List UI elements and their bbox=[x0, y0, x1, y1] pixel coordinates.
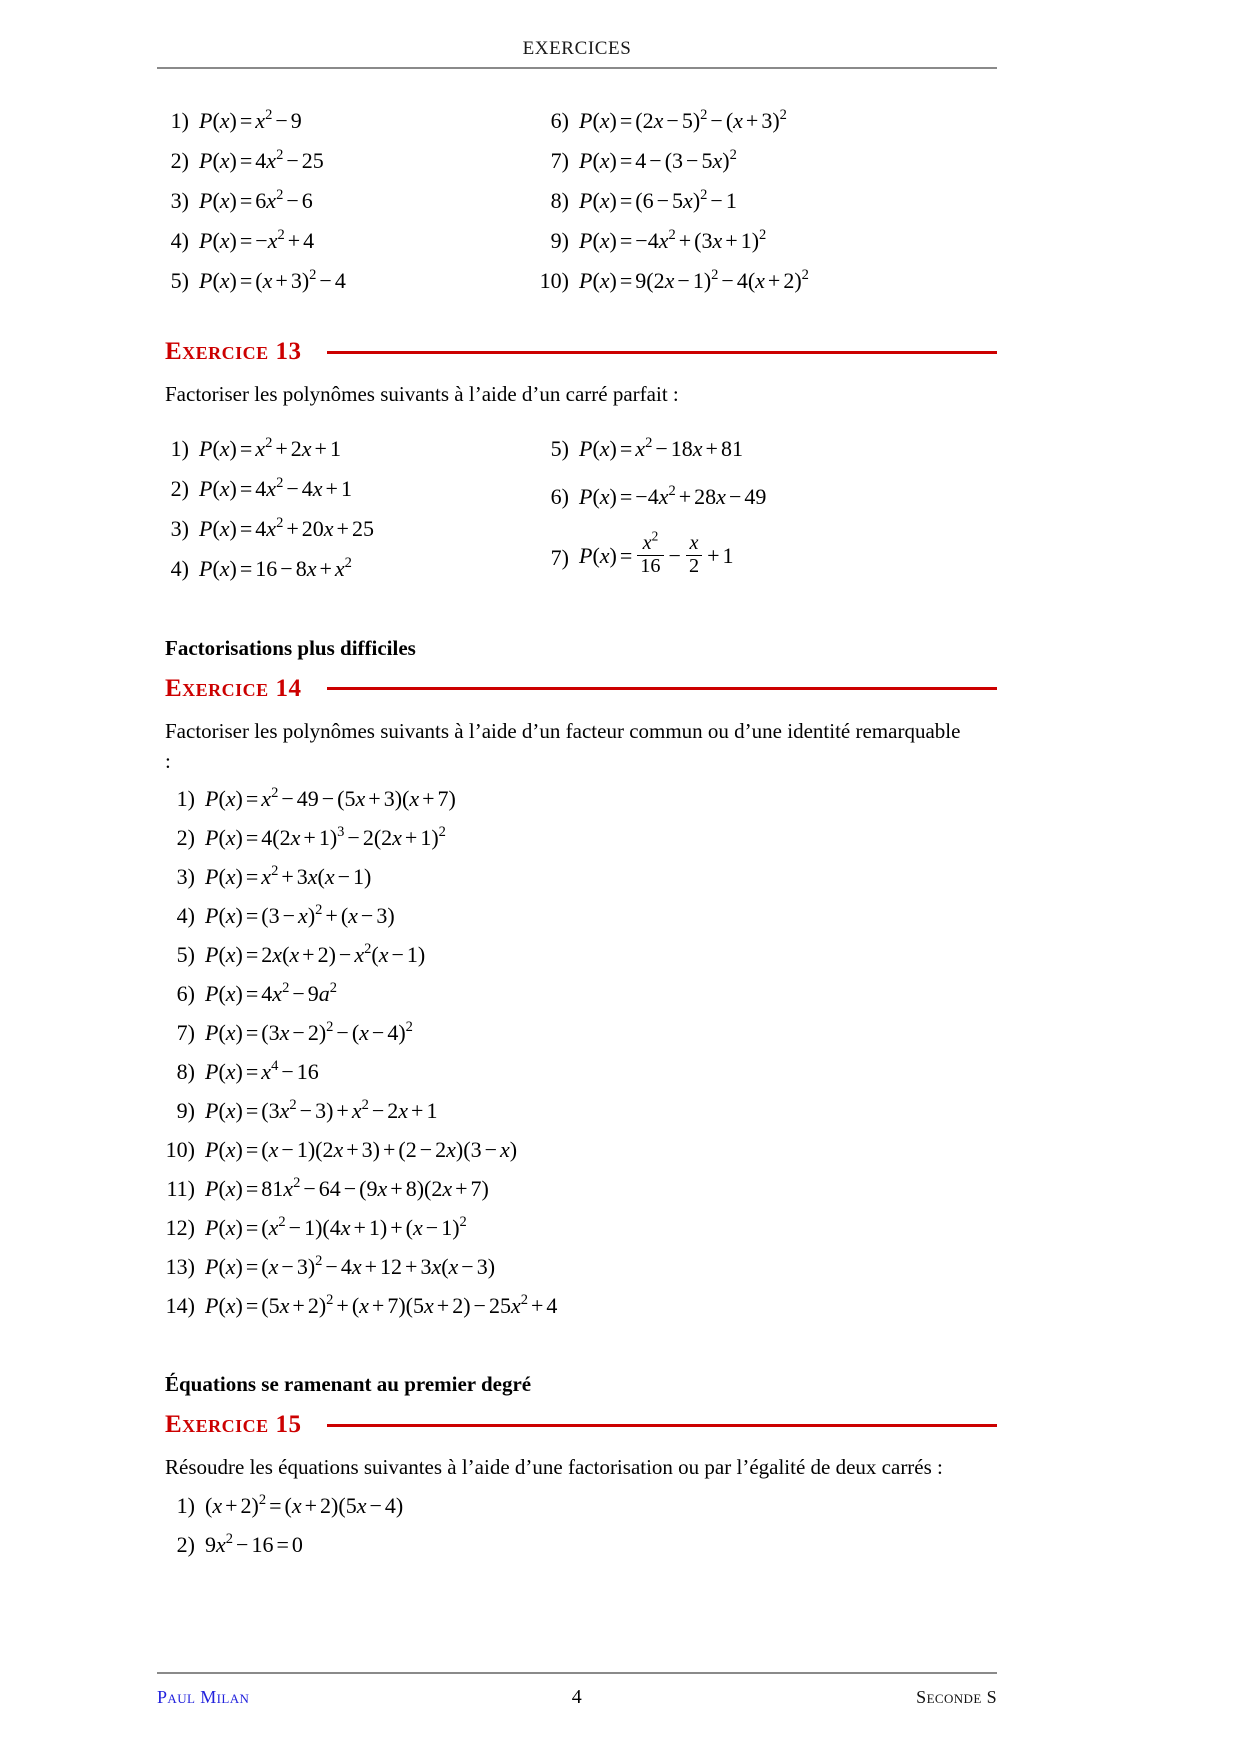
exercise-14-items bbox=[157, 786, 997, 1319]
item-number: 1) bbox=[170, 108, 189, 133]
list-item bbox=[157, 436, 537, 462]
footer-author: Paul Milan bbox=[157, 1686, 250, 1707]
footer-page-number: 4 bbox=[571, 1685, 583, 1708]
item-number: 14) bbox=[165, 1293, 195, 1319]
column-left bbox=[157, 108, 537, 308]
column-right bbox=[537, 108, 997, 308]
item-expression: $P(x) = (x^2 - 1)(4x + 1) + (x - 1)^2$ bbox=[205, 1214, 467, 1241]
item-expression-fraction: P(x) = $\frac{x^2}{16}$ − $\frac{x}{2}$ + 1 bbox=[579, 529, 734, 577]
list-item bbox=[157, 1176, 997, 1202]
item-expression: $P(x) = 4x^2 + 20x + 25$ bbox=[199, 514, 374, 541]
item-expression: $P(x) = 2x(x + 2) - x^2(x - 1)$ bbox=[205, 941, 426, 968]
section-title-factorisations: Factorisations plus difficiles bbox=[165, 635, 416, 660]
item-number: 5) bbox=[176, 942, 195, 968]
list-item bbox=[157, 1215, 997, 1241]
item-number: 1) bbox=[176, 786, 195, 812]
page-footer bbox=[157, 1672, 997, 1709]
list-item bbox=[157, 476, 537, 502]
list-item bbox=[537, 188, 997, 214]
list-item bbox=[157, 188, 537, 214]
list-item bbox=[157, 1098, 997, 1124]
list-item bbox=[157, 228, 537, 254]
exercise-15-heading bbox=[157, 1411, 997, 1439]
fraction-x2-over-16: $\frac{x^2}{16}$ bbox=[637, 533, 663, 576]
item-number: 3) bbox=[170, 515, 189, 541]
list-item bbox=[157, 556, 537, 582]
item-number: 5) bbox=[550, 435, 569, 461]
item-expression: $P(x) = x^2 - 49 - (5x + 3)(x + 7)$ bbox=[205, 785, 456, 812]
exercise-15-instruction: Résoudre les équations suivantes à l’aide d’une factorisation ou par l’égalité de deux carrés : bbox=[165, 1455, 943, 1480]
item-number: 2) bbox=[170, 475, 189, 501]
item-number: 6) bbox=[550, 483, 569, 509]
exercise-14-label: Exercice 14 bbox=[165, 674, 302, 702]
exercise-13-label: Exercice 13 bbox=[165, 338, 302, 365]
list-item bbox=[537, 108, 997, 134]
item-expression: $P(x) = 4x^2 - 25$ bbox=[199, 147, 324, 173]
exercise-14-instruction: Factoriser les polynômes suivants à l’aide d’un facteur commun ou d’une identité remarquable : bbox=[165, 718, 961, 773]
item-number: 3) bbox=[176, 864, 195, 890]
list-item bbox=[537, 529, 997, 579]
item-expression: $(x + 2)^2 = (x + 2)(5x - 4)$ bbox=[205, 1492, 404, 1519]
exercise-15-rule bbox=[327, 1424, 997, 1427]
item-expression: $P(x) = 4(2x + 1)^3 - 2(2x + 1)^2$ bbox=[205, 824, 446, 851]
item-number: 12) bbox=[165, 1215, 195, 1241]
item-expression: $P(x) = 4x^2 - 9a^2$ bbox=[205, 980, 338, 1007]
list-item bbox=[157, 1137, 997, 1163]
list-item bbox=[157, 1059, 997, 1085]
item-number: 6) bbox=[176, 981, 195, 1007]
running-header bbox=[157, 38, 997, 69]
list-item bbox=[537, 228, 997, 254]
item-number: 8) bbox=[550, 188, 569, 213]
fraction-x-over-2: $\frac{x}{2}$ bbox=[686, 533, 702, 576]
list-item bbox=[157, 516, 537, 542]
item-expression: $P(x) = (3x - 2)^2 - (x - 4)^2$ bbox=[205, 1019, 413, 1046]
item-number: 2) bbox=[176, 1532, 195, 1558]
item-expression: $P(x) = x^2 + 2x + 1$ bbox=[199, 434, 341, 461]
item-expression: $P(x) = 6x^2 - 6$ bbox=[199, 187, 313, 213]
item-number: 4) bbox=[170, 228, 189, 253]
footer-course: Seconde S bbox=[916, 1686, 997, 1707]
item-expression: $P(x) = -4x^2 + 28x - 49$ bbox=[579, 482, 767, 509]
exercise-13-heading bbox=[157, 338, 997, 366]
item-number: 8) bbox=[176, 1059, 195, 1085]
item-number: 7) bbox=[550, 544, 569, 570]
exercise-13-items bbox=[157, 436, 997, 596]
item-expression: $P(x) = 16 - 8x + x^2$ bbox=[199, 554, 352, 581]
item-number: 9) bbox=[550, 228, 569, 253]
list-item bbox=[157, 786, 997, 812]
header-rule bbox=[157, 67, 997, 69]
section-title-equations: Équations se ramenant au premier degré bbox=[165, 1372, 532, 1397]
item-expression: $P(x) = -4x^2 + (3x + 1)^2$ bbox=[579, 227, 767, 253]
list-item bbox=[157, 1020, 997, 1046]
item-expression: $P(x) = (3 - x)^2 + (x - 3)$ bbox=[205, 902, 395, 929]
item-number: 9) bbox=[176, 1098, 195, 1124]
item-expression: $P(x) = x^4 - 16$ bbox=[205, 1058, 319, 1085]
exercise-15-label: Exercice 15 bbox=[165, 1411, 302, 1439]
list-item bbox=[157, 148, 537, 174]
exercise-13-instruction: Factoriser les polynômes suivants à l’aide d’un carré parfait : bbox=[165, 382, 679, 406]
item-number: 4) bbox=[176, 903, 195, 929]
exercise-15-items bbox=[157, 1493, 997, 1558]
list-item bbox=[157, 825, 997, 851]
item-number: 2) bbox=[170, 148, 189, 173]
list-item bbox=[157, 981, 997, 1007]
item-number: 4) bbox=[170, 555, 189, 581]
item-expression: $P(x) = 9(2x - 1)^2 - 4(x + 2)^2$ bbox=[579, 267, 809, 293]
item-number: 2) bbox=[176, 825, 195, 851]
list-item bbox=[537, 268, 997, 294]
item-expression: P(x) = (x − 1)(2x + 3) + (2 − 2x)(3 − x) bbox=[205, 1137, 518, 1163]
column-left bbox=[157, 436, 537, 596]
column-right bbox=[537, 436, 997, 593]
exercise-14-heading bbox=[157, 675, 997, 703]
item-expression: $P(x) = (2x - 5)^2 - (x + 3)^2$ bbox=[579, 107, 787, 133]
exercise-14-rule bbox=[327, 687, 997, 690]
exercise-13-rule bbox=[327, 351, 997, 354]
list-item bbox=[157, 108, 537, 134]
list-item bbox=[157, 864, 997, 890]
item-number: 13) bbox=[165, 1254, 195, 1280]
item-expression: $P(x) = (6 - 5x)^2 - 1$ bbox=[579, 187, 737, 213]
list-item bbox=[157, 1293, 997, 1319]
item-number: 6) bbox=[550, 108, 569, 133]
list-item bbox=[537, 148, 997, 174]
item-expression: $P(x) = 81x^2 - 64 - (9x + 8)(2x + 7)$ bbox=[205, 1175, 489, 1202]
item-number: 11) bbox=[166, 1176, 195, 1202]
list-item bbox=[157, 1532, 997, 1558]
item-expression: $P(x) = x^2 - 9$ bbox=[199, 107, 302, 133]
item-number: 1) bbox=[176, 1493, 195, 1519]
list-item bbox=[157, 942, 997, 968]
item-expression: $P(x) = 4 - (3 - 5x)^2$ bbox=[579, 147, 737, 173]
list-item bbox=[157, 268, 537, 294]
exercise-12-items bbox=[157, 108, 997, 298]
item-number: 1) bbox=[170, 435, 189, 461]
item-expression: $P(x) = 4x^2 - 4x + 1$ bbox=[199, 474, 352, 501]
item-number: 3) bbox=[170, 188, 189, 213]
item-expression: $P(x) = -x^2 + 4$ bbox=[199, 227, 315, 253]
running-header-title: EXERCICES bbox=[522, 38, 632, 59]
item-expression: $P(x) = x^2 - 18x + 81$ bbox=[579, 434, 743, 461]
item-expression: $P(x) = (3x^2 - 3) + x^2 - 2x + 1$ bbox=[205, 1097, 438, 1124]
item-expression: $P(x) = (x + 3)^2 - 4$ bbox=[199, 267, 346, 293]
item-number: 5) bbox=[170, 268, 189, 293]
list-item bbox=[537, 436, 997, 462]
item-number: 10) bbox=[539, 268, 569, 293]
list-item bbox=[157, 903, 997, 929]
item-expression: $P(x) = x^2 + 3x(x - 1)$ bbox=[205, 863, 372, 890]
document-body bbox=[157, 108, 997, 1571]
item-number: 10) bbox=[165, 1137, 195, 1163]
item-expression: $P(x) = (5x + 2)^2 + (x + 7)(5x + 2) - 25x^2 + 4$ bbox=[205, 1292, 558, 1319]
item-number: 7) bbox=[176, 1020, 195, 1046]
list-item bbox=[157, 1254, 997, 1280]
item-expression: $9x^2 - 16 = 0$ bbox=[205, 1531, 303, 1558]
footer-rule bbox=[157, 1672, 997, 1674]
list-item bbox=[537, 484, 997, 510]
list-item bbox=[157, 1493, 997, 1519]
item-number: 7) bbox=[550, 148, 569, 173]
item-expression: $P(x) = (x - 3)^2 - 4x + 12 + 3x(x - 3)$ bbox=[205, 1253, 496, 1280]
